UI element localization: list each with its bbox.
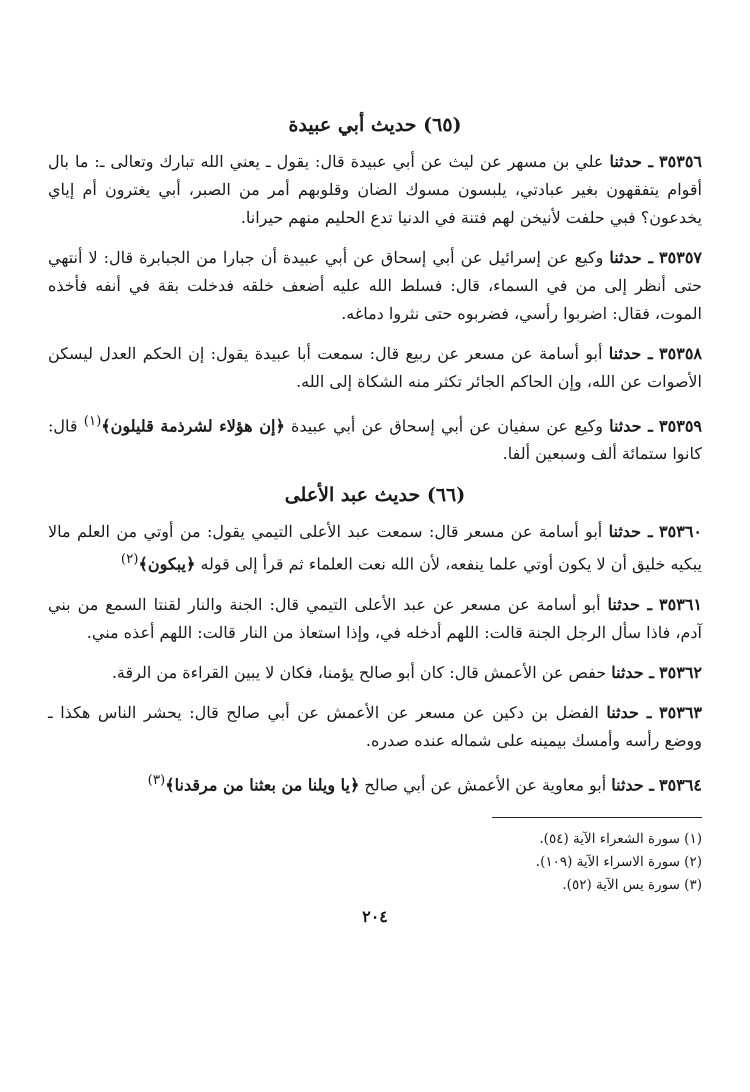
hadith-text: أبو أسامة عن مسعر عن عبد الأعلى التيمي قال: الجنة والنار لقنتا السمع من بني آدم، فاذا سأل الرجل الجنة قالت: اللهم أدخله في، وإذا استعاذ من النار قالت: اللهم أعذه مني. [48,594,702,642]
page-number: ٢٠٤ [362,906,388,926]
footnote-ref: (١) [83,414,102,429]
footnote-ref: (٢) [120,552,139,568]
footnote-3: (٣) سورة يس الآية (٥٢). [562,876,702,893]
quran-quote: ﴿يا ويلنا من بعثنا من مرقدنا﴾ [165,774,360,794]
footnote-ref: (٣) [147,772,166,788]
hadith-lead: ـ حدثنا [606,702,652,722]
footnotes [48,828,702,897]
hadith-text: علي بن مسهر عن ليث عن أبي عبيدة قال: يقول ـ يعني الله تبارك وتعالى ـ: ما بال أقوام يتفقهون بغير عبادتي، يلبسون مسوك الضان وقلوبهم أمر من الصبر، أبي يغترون أم إياي يخدعون؟ فبي حلفت لأنيخن لهم فتنة في الدنيا تدع الحليم منهم حيرانا. [48,152,702,227]
section-heading-66: (٦٦) حديث عبد الأعلى [284,484,466,507]
hadith-lead: ـ حدثنا [608,344,653,363]
hadith-text: الفضل بن دكين عن مسعر عن الأعمش عن أبي صالح قال: يحشر الناس هكذا ـ ووضع رأسه وأمسك بيمينه على شماله عنده صدره. [48,702,702,750]
hadith-35359 [48,408,702,468]
hadith-35362 [48,659,702,687]
hadith-number: ٣٥٣٦٤ [659,774,702,794]
hadith-text-after: قال: كانوا ستمائة ألف وسبعين ألفا. [48,416,702,464]
hadith-number: ٣٥٣٥٨ [659,344,703,363]
hadith-number: ٣٥٣٦٣ [659,702,703,722]
hadith-lead: ـ حدثنا [607,594,653,614]
footnote-1: (١) سورة الشعراء الآية (٥٤). [539,830,702,847]
hadith-number: ٣٥٣٥٦ [659,152,703,171]
page [48,110,702,1060]
quran-quote: ﴿إن هؤلاء لشرذمة قليلون﴾ [101,416,285,436]
hadith-35358 [48,340,702,396]
hadith-text: أبو أسامة عن مسعر عن ربيع قال: سمعت أبا عبيدة يقول: إن الحكم العدل ليسكن الأصوات عن الله، وإن الحاكم الجائر تكثر منه الشكاة إلى الله. [48,344,702,391]
hadith-35364 [48,767,702,799]
hadith-lead: ـ حدثنا [611,774,654,794]
hadith-lead: ـ حدثنا [611,662,654,682]
hadith-lead: ـ حدثنا [608,522,653,542]
footnote-divider [492,817,702,818]
hadith-number: ٣٥٣٦٢ [659,662,702,682]
hadith-number: ٣٥٣٥٧ [659,248,702,267]
hadith-text: حفص عن الأعمش قال: كان أبو صالح يؤمنا، فكان لا يبين القراءة من الرقة. [111,662,607,682]
hadith-lead: ـ حدثنا [609,416,653,436]
section-heading-65: (٦٥) حديث أبي عبيدة [288,114,462,136]
hadith-35360 [48,518,702,578]
hadith-35357 [48,244,702,328]
hadith-35363 [48,699,702,755]
hadith-lead: ـ حدثنا [609,152,654,171]
hadith-text: أبو أسامة عن مسعر قال: سمعت عبد الأعلى التيمي يقول: من أوتي من العلم مالا يبكيه خليق أن لا يكون أوتي علما ينفعه، لأن الله نعت العلماء ثم قرأ إلى قوله [48,522,702,574]
hadith-text: وكيع عن إسرائيل عن أبي إسحاق عن أبي عبيدة أن جبارا من الجبابرة قال: لا أنتهي حتى أنظر إلى من في السماء، قال: فسلط الله عليه أضعف خلقه فدخلت بقة في أنفه فأخذه الموت، فقال: اضربوا رأسي، فضربوه حتى نثروا دماغه. [48,248,702,323]
hadith-35356 [48,148,702,232]
hadith-lead: ـ حدثنا [609,248,654,267]
footnote-2: (٢) سورة الاسراء الآية (١٠٩). [535,853,702,870]
hadith-number: ٣٥٣٦٠ [659,522,703,542]
hadith-text: وكيع عن سفيان عن أبي إسحاق عن أبي عبيدة [290,416,603,436]
hadith-number: ٣٥٣٥٩ [659,416,702,436]
hadith-number: ٣٥٣٦١ [659,594,703,614]
hadith-text: أبو معاوية عن الأعمش عن أبي صالح [364,774,607,794]
quran-quote: ﴿يبكون﴾ [138,554,196,574]
hadith-35361 [48,591,702,647]
